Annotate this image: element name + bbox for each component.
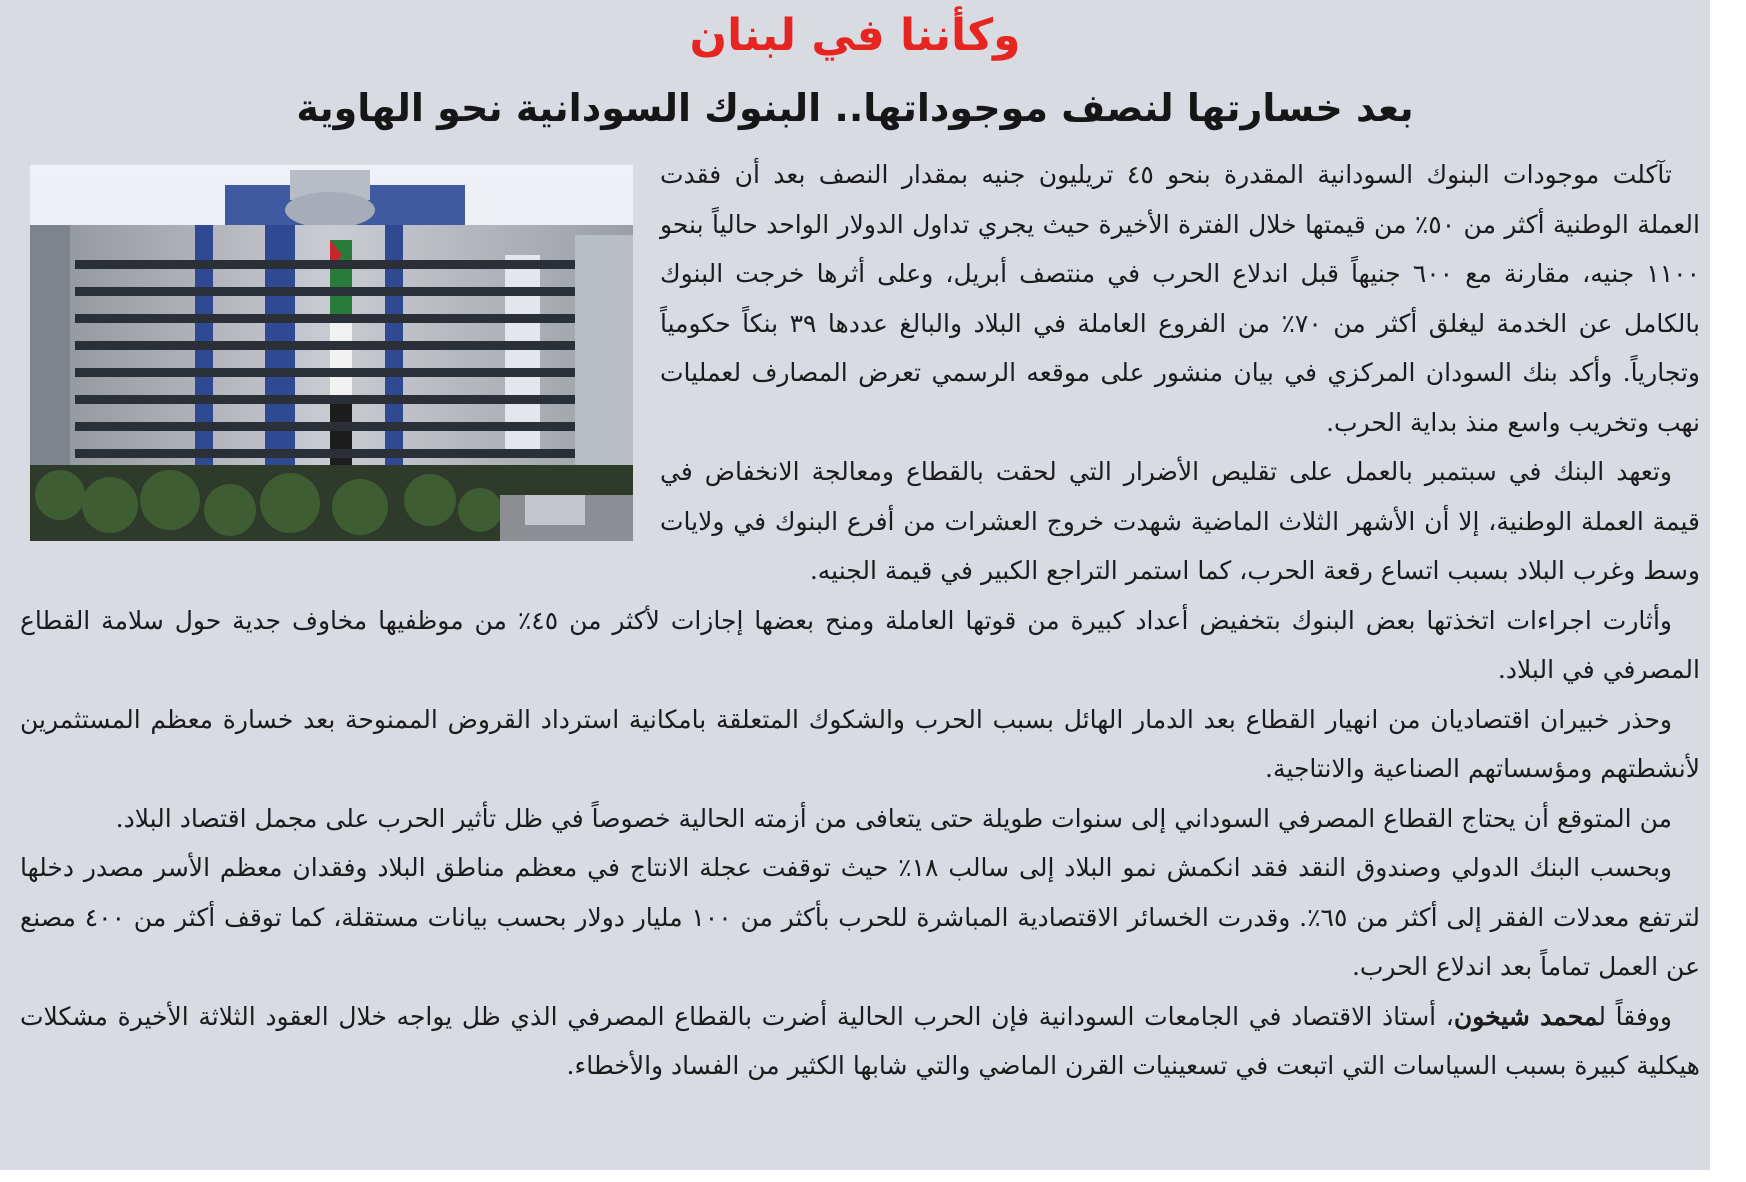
- paragraph-last: [20, 992, 1700, 1091]
- photo-spacer: [20, 150, 660, 545]
- article-body: [20, 150, 1700, 1160]
- paragraph: وبحسب البنك الدولي وصندوق النقد فقد انكمش نمو البلاد إلى سالب ١٨٪ حيث توقفت عجلة الانتاج في معظم مناطق البلاد وفقدان معظم الأسر مصدر دخلها لترتفع معدلات الفقر إلى أكثر من ٦٥٪. وقدرت الخسائر الاقتصادية المباشرة للحرب بأكثر من ١٠٠ مليار دولار بحسب بيانات مستقلة، كما توقف أكثر من ٤٠٠ مصنع عن العمل تماماً بعد اندلاع الحرب.: [20, 853, 1700, 981]
- scan-bottom-edge: [0, 1170, 1746, 1182]
- headline: بعد خسارتها لنصف موجوداتها.. البنوك السودانية نحو الهاوية: [296, 86, 1414, 130]
- paragraph: وأثارت اجراءات اتخذتها بعض البنوك بتخفيض أعداد كبيرة من قوتها العاملة ومنح بعضها إجازات لأكثر من ٤٥٪ من موظفيها مخاوف جدية حول سلامة القطاع المصرفي في البلاد.: [20, 605, 1700, 684]
- kicker-title: وكأننا في لبنان: [689, 10, 1021, 61]
- paragraph: وحذر خبيران اقتصاديان من انهيار القطاع بعد الدمار الهائل بسبب الحرب والشكوك المتعلقة بامكانية استرداد القروض الممنوحة بعد خسارة معظم المستثمرين لأنشطتهم ومؤسساتهم الصناعية والانتاجية.: [20, 704, 1700, 783]
- paragraph: من المتوقع أن يحتاج القطاع المصرفي السوداني إلى سنوات طويلة حتى يتعافى من أزمته الحالية خصوصاً في ظل تأثير الحرب على مجمل اقتصاد البلاد.: [115, 803, 1672, 833]
- paragraph: وتعهد البنك في سبتمبر بالعمل على تقليص الأضرار التي لحقت بالقطاع ومعالجة الانخفاض في قيمة العملة الوطنية، إلا أن الأشهر الثلاث الماضية شهدت خروج العشرات من أفرع البنوك في ولايات وسط وغرب البلاد بسبب اتساع رقعة الحرب، كما استمر التراجع الكبير في قيمة الجنيه.: [660, 457, 1700, 585]
- scan-edge: [1710, 0, 1746, 1182]
- author-name: محمد شيخون: [1453, 1001, 1599, 1031]
- paragraph-rest: ، أستاذ الاقتصاد في الجامعات السودانية فإن الحرب الحالية أضرت بالقطاع المصرفي الذي ظل يواجه خلال العقود الثلاثة الأخيرة مشكلات هيكلية كبيرة بسبب السياسات التي اتبعت في تسعينيات القرن الماضي والتي شابها الكثير من الفساد والأخطاء.: [20, 1001, 1700, 1080]
- paragraph-lead: ووفقاً ل: [1598, 1001, 1672, 1031]
- paragraph: تآكلت موجودات البنوك السودانية المقدرة بنحو ٤٥ تريليون جنيه بمقدار النصف بعد أن فقدت العملة الوطنية أكثر من ٥٠٪ من قيمتها خلال الفترة الأخيرة حيث يجري تداول الدولار الواحد حالياً بنحو ١١٠٠ جنيه، مقارنة مع ٦٠٠ جنيهاً قبل اندلاع الحرب في منتصف أبريل، وعلى أثرها خرجت البنوك بالكامل عن الخدمة ليغلق أكثر من ٧٠٪ من الفروع العاملة في البلاد والبالغ عددها ٣٩ بنكاً حكومياً وتجارياً. وأكد بنك السودان المركزي في بيان منشور على موقعه الرسمي تعرض المصارف لعمليات نهب وتخريب واسع منذ بداية الحرب.: [660, 160, 1700, 437]
